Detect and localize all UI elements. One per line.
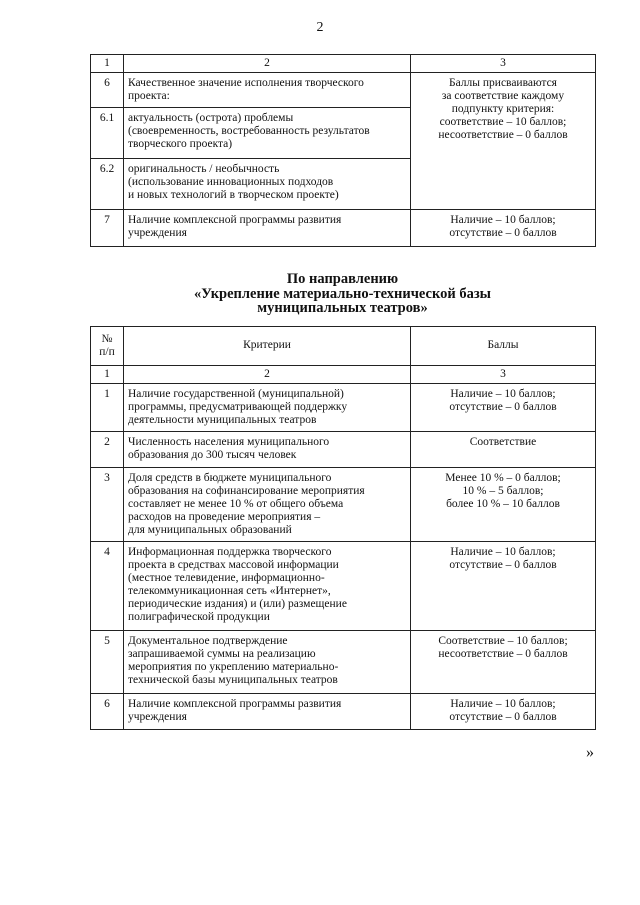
criteria-table-continued [90,54,596,247]
points-cell [411,432,596,468]
criterion-cell [124,159,411,210]
table-row [91,73,596,108]
table-row [91,384,596,432]
criterion-cell [124,631,411,694]
column-number: 3 [411,55,596,73]
row-number: 6 [91,73,124,108]
criterion-text: Численность населения муниципального образования до 300 тысяч человек [128,436,330,461]
column-number: 3 [411,366,596,384]
points-cell [411,468,596,542]
points-cell-merged [411,73,596,210]
criterion-cell [124,73,411,108]
table-row [91,468,596,542]
criterion-text: Информационная поддержка творческого проекта в средствах массовой информации (местное телевидение, информационно- телекоммуникационная сеть «Интернет», периодические издания) и (или) размещение полиграфической продукции [128,546,347,623]
points-cell [411,542,596,631]
points-text: Менее 10 % – 0 баллов; 10 % – 5 баллов; более 10 % – 10 баллов [445,472,561,510]
table-row [91,631,596,694]
header-number-text: № п/п [99,332,115,358]
row-number: 6 [91,694,124,730]
points-cell [411,694,596,730]
table-row [91,694,596,730]
points-cell [411,384,596,432]
points-text: Соответствие – 10 баллов; несоответствие – 0 баллов [438,635,568,660]
column-number: 1 [91,55,124,73]
column-numbers-row [91,366,596,384]
criterion-text: оригинальность / необычность (использование инновационных подходов и новых технологий в творческом проекте) [128,163,339,201]
criterion-cell [124,210,411,247]
page-number: 2 [316,20,324,35]
row-number: 1 [91,384,124,432]
criterion-cell [124,108,411,159]
table-row [91,210,596,247]
criterion-text: актуальность (острота) проблемы (своевременность, востребованность результатов творческого проекта) [128,112,370,150]
column-numbers-row [91,55,596,73]
points-text: Баллы присваиваются за соответствие каждому подпункту критерия: соответствие – 10 баллов; несоответствие – 0 баллов [438,77,568,141]
criterion-text: Качественное значение исполнения творческого проекта: [128,77,364,102]
column-number: 2 [124,55,411,73]
table-header-row [91,327,596,366]
row-number: 6.2 [91,159,124,210]
criterion-text: Доля средств в бюджете муниципального образования на софинансирование мероприятия составляет не менее 10 % от общего объема расходов на проведение мероприятия – для муниципальных образований [128,472,365,536]
points-text: Наличие – 10 баллов; отсутствие – 0 баллов [449,214,557,239]
criterion-cell [124,384,411,432]
column-number: 2 [124,366,411,384]
row-number: 6.1 [91,108,124,159]
points-text: Наличие – 10 баллов; отсутствие – 0 баллов [449,698,557,723]
header-points: Баллы [411,327,596,366]
table-row [91,542,596,631]
criterion-cell [124,432,411,468]
points-cell [411,210,596,247]
criterion-text: Наличие комплексной программы развития учреждения [128,698,342,723]
criterion-text: Наличие государственной (муниципальной) программы, предусматривающей поддержку деятельности муниципальных театров [128,388,348,426]
row-number: 7 [91,210,124,247]
criterion-cell [124,542,411,631]
header-criteria: Критерии [124,327,411,366]
criterion-cell [124,468,411,542]
points-text: Наличие – 10 баллов; отсутствие – 0 баллов [449,546,557,571]
row-number: 2 [91,432,124,468]
criterion-text: Наличие комплексной программы развития учреждения [128,214,342,239]
points-text: Соответствие [469,436,537,448]
row-number: 4 [91,542,124,631]
criteria-table-material-base [90,326,596,730]
criterion-cell [124,694,411,730]
column-number: 1 [91,366,124,384]
section-title: По направлению «Укрепление материально-технической базы муниципальных театров» [194,271,491,316]
header-number [91,327,124,366]
row-number: 3 [91,468,124,542]
row-number: 5 [91,631,124,694]
points-text: Наличие – 10 баллов; отсутствие – 0 баллов [449,388,557,413]
table-row [91,432,596,468]
closing-quote-mark: » [586,744,594,761]
points-cell [411,631,596,694]
criterion-text: Документальное подтверждение запрашиваемой суммы на реализацию мероприятия по укреплению материально- технической базы муниципальных театров [128,635,339,686]
